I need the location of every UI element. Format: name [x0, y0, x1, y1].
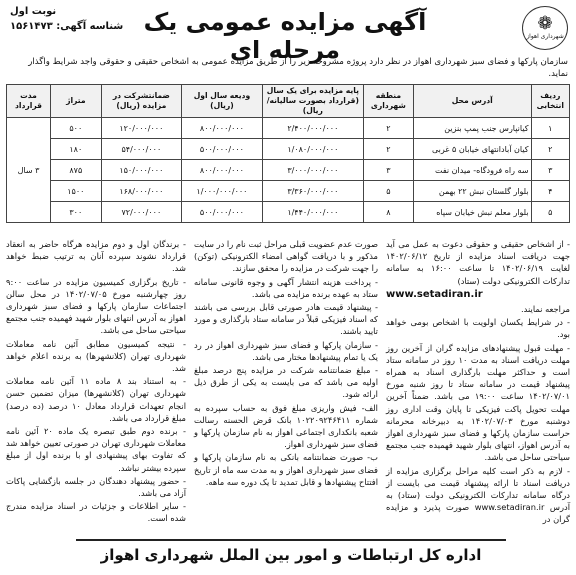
table-header-row: [7, 85, 570, 118]
cell-row: ۳: [531, 160, 569, 181]
term-paragraph: - لازم به ذکر است کلیه مراحل برگزاری مزایده از دریافت اسناد تا ارائه پیشنهاد قیمت می بایست از درگاه سامانه تدارکات الکترونیکی دولت (ستاد) به آدرس www.setadiran.ir صورت پذیرد و مزایده گران در: [386, 465, 570, 525]
term-paragraph: - حضور پیشنهاد دهندگان در جلسه بازگشایی پاکات آزاد می باشد.: [6, 475, 186, 499]
cell-base-price: ۱/۴۴۰/۰۰۰/۰۰۰: [262, 202, 363, 223]
cell-deposit: ۱/۰۰۰/۰۰۰/۰۰۰: [182, 181, 263, 202]
tender-items-table: [6, 84, 570, 223]
col-term: مدت قرارداد: [7, 85, 51, 118]
term-paragraph: - از اشخاص حقیقی و حقوقی دعوت به عمل می آید جهت دریافت اسناد مزایده از تاریخ ۱۴۰۲/۰۶/۱۲ لغایت ۱۴۰۲/۰۶/۱۹ تا ساعت ۱۶:۰۰ به سامانه تدارکات الکترونیکی دولت (ستاد): [386, 239, 571, 286]
cell-deposit: ۸۰۰/۰۰۰/۰۰۰: [182, 160, 263, 181]
cell-area: ۳۰۰: [51, 202, 102, 223]
cell-row: ۲: [531, 139, 569, 160]
table-row: [7, 139, 570, 160]
col-deposit: ودیعه سال اول (ریال): [182, 85, 263, 118]
setad-link[interactable]: www.setadiran.ir: [386, 288, 483, 300]
col-address: آدرس محل: [413, 85, 531, 118]
cell-row: ۴: [531, 181, 569, 202]
notice-header: [6, 4, 570, 79]
term-paragraph: - در شرایط یکسان اولویت با اشخاص بومی خواهد بود.: [386, 317, 570, 340]
cell-deposit: ۵۰۰/۰۰۰/۰۰۰: [182, 202, 263, 223]
term-paragraph: - تاریخ برگزاری کمیسیون مزایده در ساعت ۹:۰۰ روز چهارشنبه مورخ ۱۴۰۲/۰۷/۰۵ در محل سالن اجتماعات سازمان پارکها و فضای سبز شهرداری اهواز به آدرس انتهای بلوار شهید فهمیده جنب مجتمع سیاحتی ساحل می باشد.: [6, 276, 186, 336]
municipality-logo: [522, 6, 568, 50]
cell-guarantee: ۵۴/۰۰۰/۰۰۰: [101, 139, 181, 160]
cell-base-price: ۳/۰۰۰/۰۰۰/۰۰۰: [262, 160, 363, 181]
term-paragraph: مراجعه نمایند.: [521, 304, 570, 315]
term-paragraph: - سازمان پارکها و فضای سبز شهرداری اهواز در رد یک یا تمام پیشنهادها مختار می باشد.: [194, 339, 378, 362]
terms-column-middle: [194, 238, 378, 538]
cell-address: کیانپارس جنب پمپ بنزین: [413, 118, 531, 139]
cell-guarantee: ۱۵۰/۰۰۰/۰۰۰: [101, 160, 181, 181]
cell-term: ۳ سال: [7, 118, 51, 223]
issuer-footer: اداره کل ارتباطات و امور بین الملل شهرداری اهواز: [76, 539, 506, 569]
term-paragraph: - مبلغ ضمانتنامه شرکت در مزایده پنج درصد مبلغ اولیه می باشد که می بایست به یکی از طرق ذیل ارائه شود.: [194, 365, 378, 400]
term-paragraph: - پیشنهاد قیمت هادر صورتی قابل بررسی می باشند که اسناد فیزیکی قبلاً در سامانه ستاد بارگذاری و مورد تایید باشند.: [194, 302, 378, 337]
cell-deposit: ۵۰۰/۰۰۰/۰۰۰: [182, 139, 263, 160]
cell-address: سه راه فرودگاه- میدان نفت: [413, 160, 531, 181]
cell-zone: ۲: [363, 118, 413, 139]
cell-base-price: ۲/۴۰۰/۰۰۰/۰۰۰: [262, 118, 363, 139]
terms-column-left: [6, 238, 186, 538]
col-area: متراژ: [51, 85, 102, 118]
cell-address: کیان آبادانتهای خیابان ۵ غربی: [413, 139, 531, 160]
cell-area: ۱۸۰: [51, 139, 102, 160]
term-paragraph: ب- صورت ضمانتنامه بانکی به نام سازمان پارکها و فضای سبز شهرداری اهواز و به مدت سه ماه از تاریخ افتتاح پیشنهادها و قابل تمدید تا یک دوره سه ماهه.: [194, 452, 378, 487]
term-paragraph: - برندگان اول و دوم مزایده هرگاه حاضر به انعقاد قرارداد نشوند سپرده آنان به ترتیب ضبط خواهد شد.: [6, 239, 186, 274]
col-guarantee: ضمانتشرکت در مزایده (ریال): [101, 85, 181, 118]
col-zone: منطقه شهرداری: [363, 85, 413, 118]
col-base-price: پایه مزایده برای یک سال (قرارداد بصورت سالیانه/ ریال): [262, 85, 363, 118]
cell-zone: ۸: [363, 202, 413, 223]
cell-guarantee: ۷۲/۰۰۰/۰۰۰: [101, 202, 181, 223]
cell-zone: ۲: [363, 139, 413, 160]
round-label: نوبت اول: [10, 6, 57, 17]
cell-area: ۸۷۵: [51, 160, 102, 181]
term-paragraph: - به استناد بند ۸ ماده ۱۱ آئین نامه معاملات شهرداری تهران (کلانشهرها) میزان تضمین حسن انجام تعهدات قرارداد معادل ۱۰ درصد (ده درصد) مبلغ قرارداد می باشد.: [6, 376, 186, 423]
round-info: [10, 6, 123, 32]
terms-section: [6, 238, 570, 538]
page-title: آگهی مزایده عمومی یک مرحله ای: [143, 8, 427, 64]
terms-column-right: [386, 238, 570, 538]
logo-caption: شهرداری اهواز: [526, 33, 564, 40]
table-row: [7, 181, 570, 202]
cell-guarantee: ۱۲۰/۰۰۰/۰۰۰: [101, 118, 181, 139]
cell-row: ۱: [531, 118, 569, 139]
emblem-icon: ❁: [537, 13, 553, 34]
term-paragraph: - نتیجه کمیسیون مطابق آئین نامه معاملات شهرداری تهران (کلانشهرها) به برنده اعلام خواهد شد.: [6, 338, 186, 374]
table-row: [7, 160, 570, 181]
table-row: [7, 118, 570, 139]
term-paragraph: الف- فیش واریزی مبلغ فوق به حساب سپرده به شماره ۱۰۲۲۰۹۲۴۶۴۱۱ بانک قرض الحسنه رسالت شعبه بانکداری اجتماعی اهواز به نام سازمان پارکها و فضای سبز شهرداری اهواز.: [194, 402, 378, 450]
col-row: ردیف انتخابی: [531, 85, 569, 118]
tender-notice: [6, 4, 570, 569]
cell-base-price: ۳/۳۶۰/۰۰۰/۰۰۰: [262, 181, 363, 202]
cell-zone: ۳: [363, 160, 413, 181]
cell-base-price: ۱/۰۸۰/۰۰۰/۰۰۰: [262, 139, 363, 160]
term-paragraph: - مهلت قبول پیشنهادهای مزایده گران از آخرین روز مهلت دریافت اسناد به مدت ۱۰ روز در سامانه ستاد است و حداکثر مهلت بارگذاری اسناد به همراه پیشنهاد قیمت در سامانه ستاد تا روز شنبه مورخ ۱۴۰۲/۰۷/۰۱ ساعت ۱۹:۰۰ می باشد. ضمناً آخرین مهلت تحویل پاکت فیزیکی تا پایان وقت اداری روز دوشنبه مورخ ۱۴۰۲/۰۷/۰۳ به دبیرخانه محرمانه حراست سازمان پارکها و فضای سبز شهرداری اهواز به آدرس اهواز، انتهای بلوار شهید فهمیده جنب مجتمع سیاحتی ساحل می باشد.: [386, 342, 571, 463]
cell-row: ۵: [531, 202, 569, 223]
term-paragraph: صورت عدم عضویت قبلی مراحل ثبت نام را در سایت مذکور و با دریافت گواهی امضاء الکترونیکی (توکن) را جهت شرکت در مزایده را محقق سازند.: [194, 239, 378, 274]
intro-text: سازمان پارکها و فضای سبز شهرداری اهواز در نظر دارد پروژه مشروحه زیر را از طریق مزایده عمومی به اشخاص حقیقی و حقوقی واجد شرایط واگذار نماید.: [28, 57, 568, 79]
term-paragraph: - برنده دوم طبق تبصره یک ماده ۲۰ آئین نامه معاملات شهرداری تهران در صورتی تعیین خواهد شد که تفاوت بهای پیشنهادی او با برنده اول از مبلغ سپرده بیشتر نباشد.: [6, 426, 186, 473]
cell-guarantee: ۱۶۸/۰۰۰/۰۰۰: [101, 181, 181, 202]
term-paragraph: - سایر اطلاعات و جزئیات در اسناد مزایده مندرج شده است.: [6, 501, 186, 524]
cell-address: بلوار گلستان نبش ۲۲ بهمن: [413, 181, 531, 202]
cell-deposit: ۸۰۰/۰۰۰/۰۰۰: [182, 118, 263, 139]
ad-code: شناسه آگهی: ۱۵۶۱۴۷۳: [10, 21, 124, 32]
table-row: [7, 202, 570, 223]
cell-area: ۱۵۰۰: [51, 181, 102, 202]
cell-address: بلوار معلم نبش خیابان سپاه: [413, 202, 531, 223]
term-paragraph: - پرداخت هزینه انتشار آگهی و وجوه قانونی سامانه ستاد به عهده برنده مزایده می باشد.: [194, 276, 378, 299]
cell-area: ۵۰۰: [51, 118, 102, 139]
cell-zone: ۵: [363, 181, 413, 202]
